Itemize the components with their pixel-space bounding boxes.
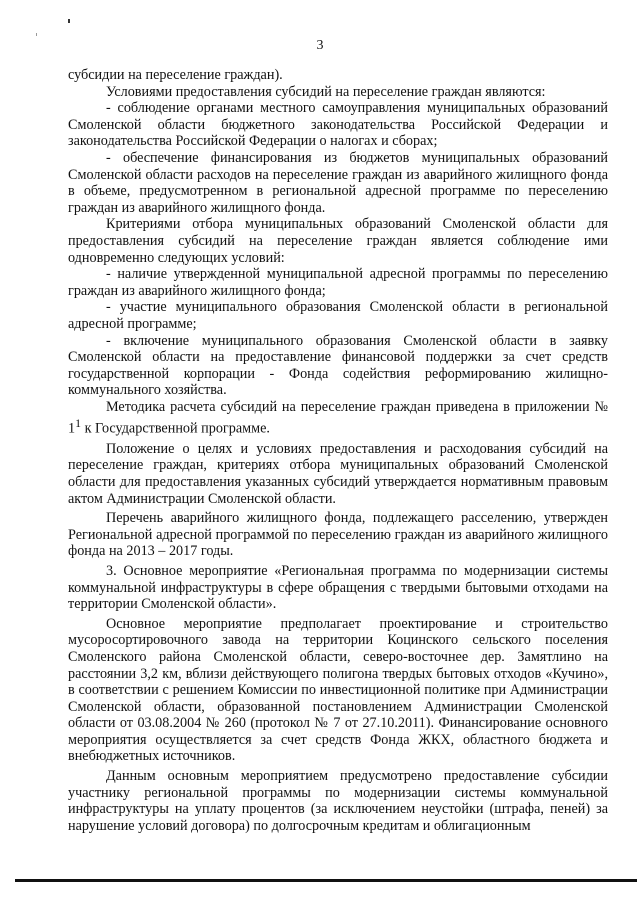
paragraph-subsidy-conditions: Условиями предоставления субсидий на переселение граждан являются: [106, 83, 546, 100]
paragraph-housing-list: Перечень аварийного жилищного фонда, подлежащего расселению, утвержден Региональной адресной программой по переселению граждан из аварийного жилищного фонда на 2013 – 2017 годы. [68, 510, 608, 560]
footnote-marker: 1 [75, 416, 82, 431]
scan-speck [68, 19, 70, 23]
scan-speck [36, 33, 37, 36]
paragraph-subsidy-interest: Данным основным мероприятием предусмотрено предоставление субсидии участнику региональной программы по модернизации системы коммунальной инфраструктуры на уплату процентов (за исключением неустойки (штрафа, пеней) за нарушение условий договора) по долгосрочным кредитам и облигационным [68, 768, 608, 834]
paragraph-methodology: Методика расчета субсидий на переселение граждан приведена в приложении № $1^1$ к Государственной программе. [68, 398, 608, 438]
paragraph-regulation: Положение о целях и условиях предоставления и расходования субсидий на переселение граждан, критериях отбора муниципальных образований Смоленской области для предоставления указанных субсидий утверждается нормативным правовым актом Администрации Смоленской области. [68, 440, 608, 507]
list-item-application: - включение муниципального образования Смоленской области в заявку Смоленской области на предоставление финансовой поддержки за счет средств государственной корпорации - Фонда содействия реформированию жилищно-коммунального хозяйства. [68, 332, 608, 399]
paragraph-selection-criteria: Критериями отбора муниципальных образований Смоленской области для предоставления субсидий на переселение граждан является соблюдение ими одновременно следующих условий: [68, 216, 608, 266]
list-item-participation: - участие муниципального образования Смоленской области в региональной адресной программе; [68, 299, 608, 332]
list-item-budget-compliance: - соблюдение органами местного самоуправления муниципальных образований Смоленской области бюджетного законодательства Российской Федерации и законодательства Российской Федерации о налогах и сборах; [68, 100, 608, 150]
list-item-approved-program: - наличие утвержденной муниципальной адресной программы по переселению граждан из аварийного жилищного фонда; [68, 266, 608, 299]
paragraph-main-activity-3: 3. Основное мероприятие «Региональная программа по модернизации системы коммунальной инфраструктуры в сфере обращения с твердыми бытовыми отходами на территории Смоленской области». [68, 562, 608, 613]
document-body [68, 67, 608, 834]
bottom-rule [15, 879, 637, 882]
paragraph-waste-plant: Основное мероприятие предполагает проектирование и строительство мусоросортировочного завода на территории Коцинского сельского поселения Смоленского района Смоленской области, северо-восточнее дер. Замятлино на расстоянии 3,2 км, вблизи действующего полигона твердых бытовых отходов «Кучино», в соответствии с решением Комиссии по инвестиционной политике при Администрации Смоленской области, образованной постановлением Администрации Смоленской области от 03.08.2004 № 260 (протокол № 7 от 27.10.2011). Финансирование основного мероприятия осуществляется за счет средств Фонда ЖКХ, областного бюджета и внебюджетных источников. [68, 615, 608, 765]
page-number: 3 [316, 38, 324, 53]
paragraph-continuation: субсидии на переселение граждан). [68, 67, 283, 83]
list-item-financing: - обеспечение финансирования из бюджетов муниципальных образований Смоленской области расходов на переселение граждан из аварийного жилищного фонда в объеме, предусмотренном в региональной адресной программе по переселению граждан из аварийного жилищного фонда. [68, 149, 608, 216]
